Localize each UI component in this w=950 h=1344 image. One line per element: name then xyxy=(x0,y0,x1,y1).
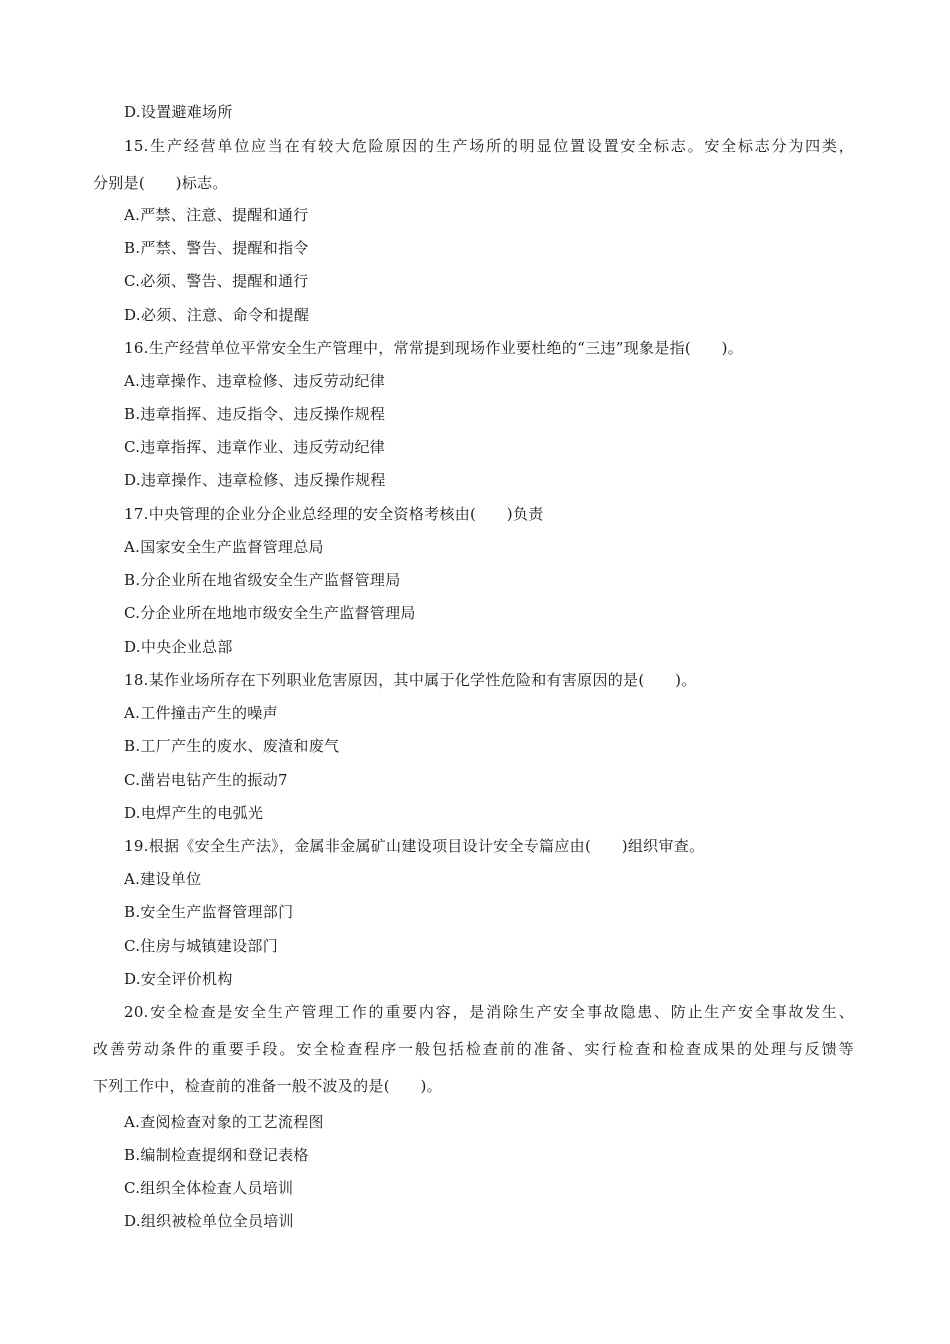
q20-option-d: D.组织被检单位全员培训 xyxy=(124,1212,294,1230)
q17-option-b: B.分企业所在地省级安全生产监督管理局 xyxy=(124,571,401,589)
q18-stem: 18.某作业场所存在下列职业危害原因，其中属于化学性危险和有害原因的是( )。 xyxy=(124,671,697,689)
q19-option-a: A.建设单位 xyxy=(124,870,202,888)
q15-option-a: A.严禁、注意、提醒和通行 xyxy=(124,206,309,224)
q17-option-c: C.分企业所在地地市级安全生产监督管理局 xyxy=(124,604,416,622)
q20-stem-line2: 改善劳动条件的重要手段。安全检查程序一般包括检查前的准备、实行检查和检查成果的处理与反馈等 xyxy=(93,1040,854,1058)
q17-stem: 17.中央管理的企业分企业总经理的安全资格考核由( )负责 xyxy=(124,505,544,523)
q16-option-a: A.违章操作、违章检修、违反劳动纪律 xyxy=(124,372,386,390)
q15-option-c: C.必须、警告、提醒和通行 xyxy=(124,272,309,290)
q18-option-a: A.工件撞击产生的噪声 xyxy=(124,704,278,722)
q15-option-b: B.严禁、警告、提醒和指令 xyxy=(124,239,309,257)
q18-option-b: B.工厂产生的废水、废渣和废气 xyxy=(124,737,340,755)
q17-option-d: D.中央企业总部 xyxy=(124,638,233,656)
q20-option-b: B.编制检查提纲和登记表格 xyxy=(124,1146,309,1164)
q15-stem-line2: 分别是( )标志。 xyxy=(93,174,228,192)
q18-option-c: C.凿岩电钻产生的振动7 xyxy=(124,771,288,789)
q20-option-c: C.组织全体检查人员培训 xyxy=(124,1179,294,1197)
q17-option-a: A.国家安全生产监督管理总局 xyxy=(124,538,324,556)
q19-option-d: D.安全评价机构 xyxy=(124,970,233,988)
q20-option-a: A.查阅检查对象的工艺流程图 xyxy=(124,1113,324,1131)
q16-stem: 16.生产经营单位平常安全生产管理中，常常提到现场作业要杜绝的“三违”现象是指( )。 xyxy=(124,339,744,357)
q20-stem-line3: 下列工作中，检查前的准备一般不波及的是( )。 xyxy=(93,1077,442,1095)
q16-option-c: C.违章指挥、违章作业、违反劳动纪律 xyxy=(124,438,386,456)
q16-option-d: D.违章操作、违章检修、违反操作规程 xyxy=(124,471,386,489)
q16-option-b: B.违章指挥、违反指令、违反操作规程 xyxy=(124,405,386,423)
q15-stem-line1: 15.生产经营单位应当在有较大危险原因的生产场所的明显位置设置安全标志。安全标志分为四类， xyxy=(124,137,854,155)
q14-option-d: D.设置避难场所 xyxy=(124,103,233,121)
q15-option-d: D.必须、注意、命令和提醒 xyxy=(124,306,310,324)
q18-option-d: D.电焊产生的电弧光 xyxy=(124,804,264,822)
q19-stem: 19.根据《安全生产法》，金属非金属矿山建设项目设计安全专篇应由( )组织审查。 xyxy=(124,837,705,855)
q19-option-b: B.安全生产监督管理部门 xyxy=(124,903,294,921)
q19-option-c: C.住房与城镇建设部门 xyxy=(124,937,279,955)
q20-stem-line1: 20.安全检查是安全生产管理工作的重要内容，是消除生产安全事故隐患、防止生产安全事故发生、 xyxy=(124,1003,854,1021)
